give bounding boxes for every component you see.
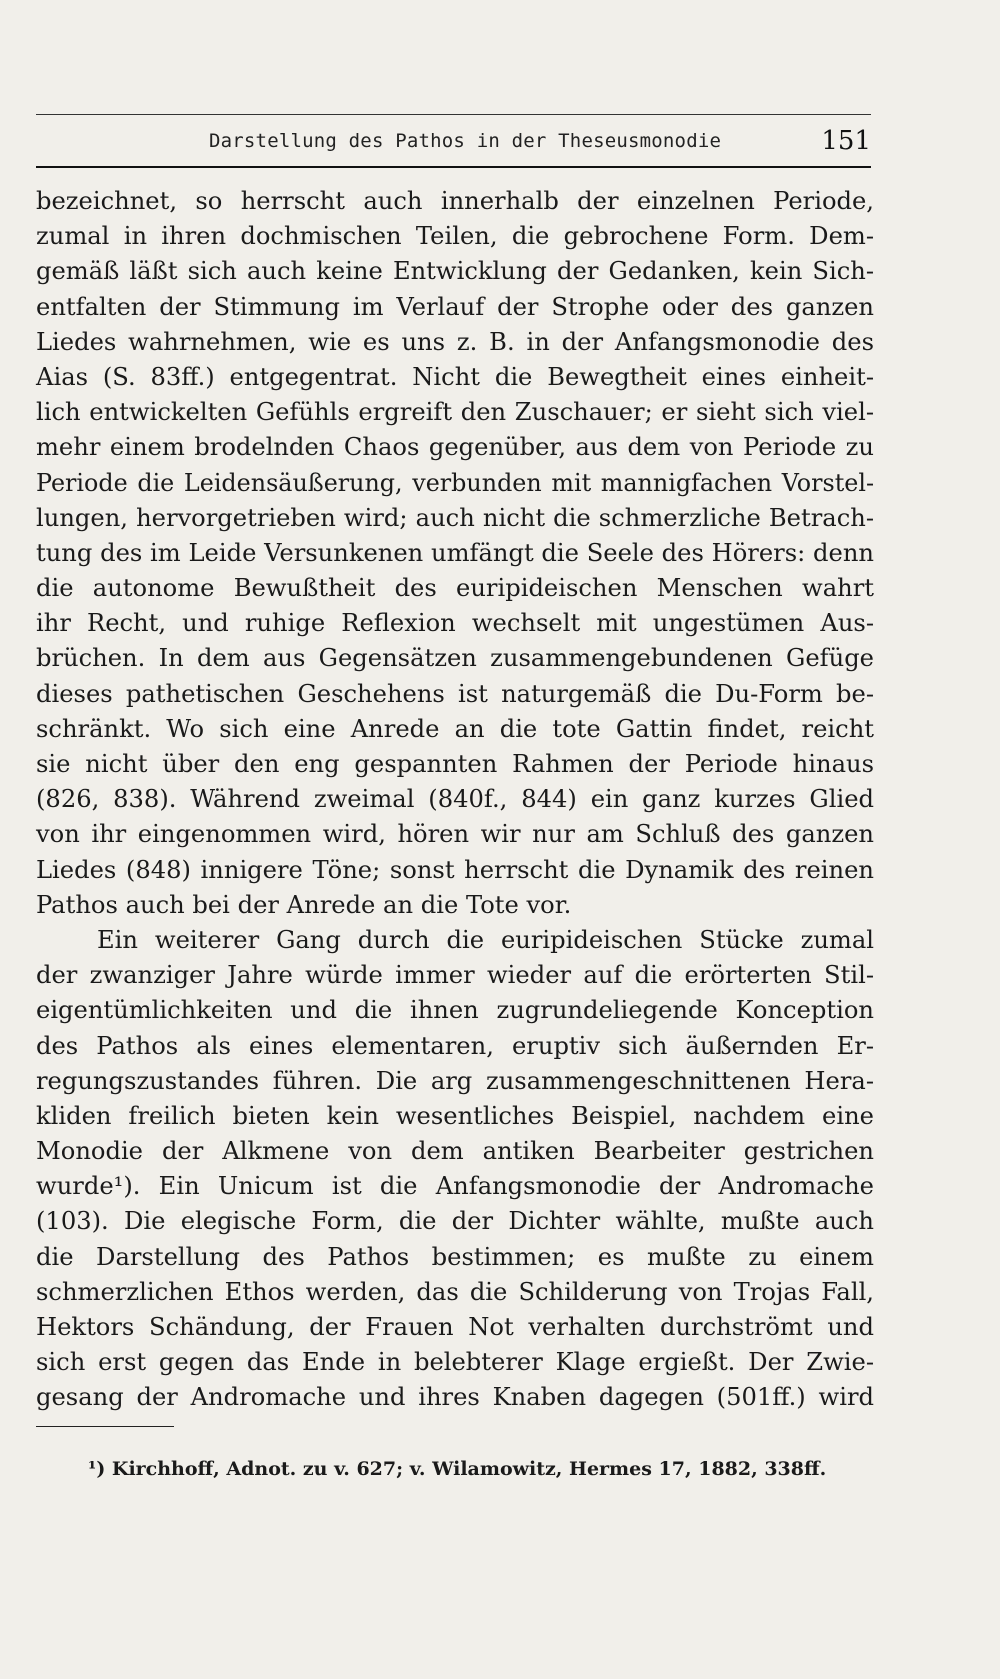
text-line: eigentümlichkeiten und die ihnen zugrundeliegende Konception (36, 996, 874, 1025)
text-line: Aias (S. 83ff.) entgegentrat. Nicht die Bewegtheit eines einheit- (36, 362, 874, 391)
text-line: regungszustandes führen. Die arg zusammengeschnittenen Hera- (36, 1066, 874, 1095)
text-line: schmerzlichen Ethos werden, das die Schilderung von Trojas Fall, (36, 1277, 874, 1306)
running-title: Darstellung des Pathos in der Theseusmonodie (209, 130, 722, 152)
text-line: sie nicht über den eng gespannten Rahmen der Periode hinaus (36, 750, 874, 778)
text-line: (103). Die elegische Form, die der Dichter wählte, mußte auch (36, 1207, 874, 1236)
header-bottom-rule (36, 166, 871, 168)
text-line: mehr einem brodelnden Chaos gegenüber, aus dem von Periode zu (36, 433, 874, 462)
text-line: (826, 838). Während zweimal (840f., 844) ein ganz kurzes Glied (36, 785, 874, 814)
text-line: schränkt. Wo sich eine Anrede an die tote Gattin findet, reicht (36, 714, 874, 743)
page-number: 151 (821, 126, 871, 156)
text-line: bezeichnet, so herrscht auch innerhalb der einzelnen Periode, (36, 187, 874, 215)
text-line: Liedes wahrnehmen, wie es uns z. B. in der Anfangsmonodie des (36, 327, 874, 356)
text-line: Periode die Leidensäußerung, verbunden mit mannigfachen Vorstel- (36, 468, 874, 497)
body-text (36, 184, 874, 1416)
footnote-rule (36, 1426, 174, 1427)
text-line: lich entwickelten Gefühls ergreift den Zuschauer; er sieht sich viel- (36, 398, 874, 427)
running-head (36, 126, 871, 160)
text-line: gesang der Andromache und ihres Knaben dagegen (501ff.) wird (36, 1383, 874, 1412)
text-line: von ihr eingenommen wird, hören wir nur am Schluß des ganzen (36, 820, 874, 849)
header-top-rule (36, 114, 871, 115)
text-line: entfalten der Stimmung im Verlauf der Strophe oder des ganzen (36, 292, 874, 321)
paragraph-end-line: Pathos auch bei der Anrede an die Tote vor. (36, 890, 572, 919)
text-line: gemäß läßt sich auch keine Entwicklung der Gedanken, kein Sich- (36, 257, 874, 286)
text-line: sich erst gegen das Ende in belebterer Klage ergießt. Der Zwie- (36, 1348, 874, 1377)
text-line: dieses pathetischen Geschehens ist naturgemäß die Du-Form be- (36, 679, 874, 708)
text-line: des Pathos als eines elementaren, eruptiv sich äußernden Er- (36, 1031, 874, 1060)
text-line: die autonome Bewußtheit des euripideischen Menschen wahrt (36, 574, 874, 603)
text-line: lungen, hervorgetrieben wird; auch nicht die schmerzliche Betrach- (36, 503, 874, 532)
text-line: tung des im Leide Versunkenen umfängt die Seele des Hörers: denn (36, 538, 874, 567)
text-line: brüchen. In dem aus Gegensätzen zusammengebundenen Gefüge (36, 644, 874, 673)
text-line: zumal in ihren dochmischen Teilen, die gebrochene Form. Dem- (36, 222, 874, 251)
text-line: ihr Recht, und ruhige Reflexion wechselt mit ungestümen Aus- (36, 609, 874, 638)
footnote: ¹) Kirchhoff, Adnot. zu v. 627; v. Wilamowitz, Hermes 17, 1882, 338ff. (88, 1458, 827, 1480)
paragraph-start-line: Ein weiterer Gang durch die euripideischen Stücke zumal (97, 925, 874, 954)
text-line: Monodie der Alkmene von dem antiken Bearbeiter gestrichen (36, 1137, 874, 1166)
text-line: wurde¹). Ein Unicum ist die Anfangsmonodie der Andromache (36, 1172, 874, 1201)
text-line: kliden freilich bieten kein wesentliches Beispiel, nachdem eine (36, 1101, 874, 1130)
text-line: Liedes (848) innigere Töne; sonst herrscht die Dynamik des reinen (36, 855, 874, 884)
text-line: die Darstellung des Pathos bestimmen; es mußte zu einem (36, 1242, 874, 1271)
text-line: Hektors Schändung, der Frauen Not verhalten durchströmt und (36, 1313, 874, 1341)
text-line: der zwanziger Jahre würde immer wieder auf die erörterten Stil- (36, 961, 874, 990)
